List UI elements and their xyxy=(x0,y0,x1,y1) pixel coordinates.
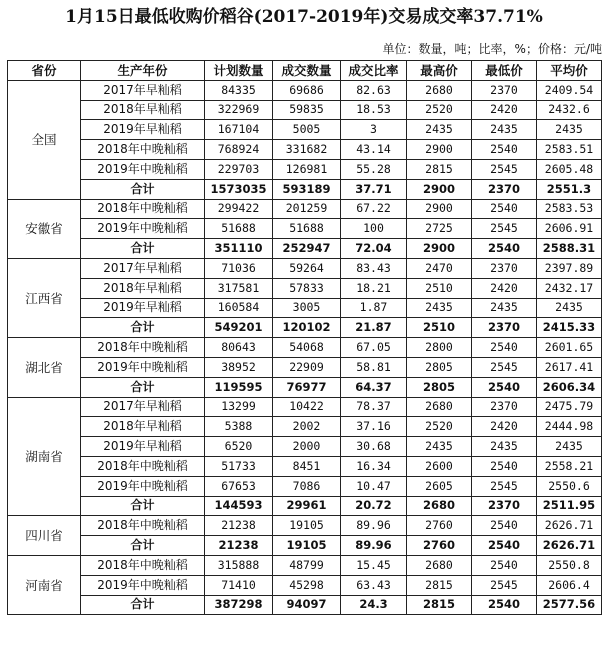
traded-cell: 593189 xyxy=(273,179,341,199)
planned-cell: 51688 xyxy=(205,219,273,239)
traded-cell: 22909 xyxy=(273,357,341,377)
ratio-cell: 72.04 xyxy=(341,239,407,259)
year-cell: 2019年早籼稻 xyxy=(81,298,205,318)
min-price-cell: 2545 xyxy=(472,159,537,179)
total-label: 合计 xyxy=(81,595,205,615)
year-cell: 2018年早籼稻 xyxy=(81,417,205,437)
planned-cell: 5388 xyxy=(205,417,273,437)
avg-price-cell: 2601.65 xyxy=(537,338,602,358)
max-price-cell: 2900 xyxy=(407,239,472,259)
planned-cell: 299422 xyxy=(205,199,273,219)
planned-cell: 38952 xyxy=(205,357,273,377)
ratio-cell: 89.96 xyxy=(341,516,407,536)
planned-cell: 21238 xyxy=(205,536,273,556)
planned-cell: 160584 xyxy=(205,298,273,318)
table-row xyxy=(8,298,602,318)
max-price-cell: 2805 xyxy=(407,377,472,397)
header-ratio: 成交比率 xyxy=(341,61,407,81)
header-max-price: 最高价 xyxy=(407,61,472,81)
planned-cell: 6520 xyxy=(205,437,273,457)
header-min-price: 最低价 xyxy=(472,61,537,81)
max-price-cell: 2805 xyxy=(407,357,472,377)
avg-price-cell: 2435 xyxy=(537,298,602,318)
avg-price-cell: 2605.48 xyxy=(537,159,602,179)
min-price-cell: 2540 xyxy=(472,516,537,536)
total-label: 合计 xyxy=(81,239,205,259)
page-title: 1月15日最低收购价稻谷(2017-2019年)交易成交率37.71% xyxy=(65,7,543,27)
min-price-cell: 2370 xyxy=(472,496,537,516)
header-planned: 计划数量 xyxy=(205,61,273,81)
year-cell: 2018年中晚籼稻 xyxy=(81,140,205,160)
avg-price-cell: 2415.33 xyxy=(537,318,602,338)
traded-cell: 8451 xyxy=(273,456,341,476)
ratio-cell: 55.28 xyxy=(341,159,407,179)
province-cell: 江西省 xyxy=(8,258,81,337)
auction-table xyxy=(7,60,602,615)
max-price-cell: 2470 xyxy=(407,258,472,278)
avg-price-cell: 2475.79 xyxy=(537,397,602,417)
total-label: 合计 xyxy=(81,318,205,338)
table-row xyxy=(8,516,602,536)
year-cell: 2018年中晚籼稻 xyxy=(81,456,205,476)
planned-cell: 119595 xyxy=(205,377,273,397)
ratio-cell: 100 xyxy=(341,219,407,239)
planned-cell: 167104 xyxy=(205,120,273,140)
ratio-cell: 63.43 xyxy=(341,575,407,595)
max-price-cell: 2900 xyxy=(407,140,472,160)
max-price-cell: 2900 xyxy=(407,199,472,219)
ratio-cell: 64.37 xyxy=(341,377,407,397)
planned-cell: 549201 xyxy=(205,318,273,338)
ratio-cell: 82.63 xyxy=(341,80,407,100)
total-row xyxy=(8,496,602,516)
traded-cell: 48799 xyxy=(273,555,341,575)
planned-cell: 229703 xyxy=(205,159,273,179)
ratio-cell: 18.53 xyxy=(341,100,407,120)
avg-price-cell: 2583.53 xyxy=(537,199,602,219)
max-price-cell: 2680 xyxy=(407,496,472,516)
max-price-cell: 2680 xyxy=(407,80,472,100)
province-cell: 河南省 xyxy=(8,555,81,614)
max-price-cell: 2760 xyxy=(407,536,472,556)
year-cell: 2019年早籼稻 xyxy=(81,120,205,140)
table-row xyxy=(8,219,602,239)
table-row xyxy=(8,357,602,377)
avg-price-cell: 2432.6 xyxy=(537,100,602,120)
year-cell: 2018年中晚籼稻 xyxy=(81,555,205,575)
total-label: 合计 xyxy=(81,496,205,516)
traded-cell: 29961 xyxy=(273,496,341,516)
ratio-cell: 83.43 xyxy=(341,258,407,278)
header-traded: 成交数量 xyxy=(273,61,341,81)
min-price-cell: 2540 xyxy=(472,338,537,358)
min-price-cell: 2545 xyxy=(472,219,537,239)
table-row xyxy=(8,199,602,219)
table-row xyxy=(8,278,602,298)
ratio-cell: 10.47 xyxy=(341,476,407,496)
traded-cell: 54068 xyxy=(273,338,341,358)
traded-cell: 331682 xyxy=(273,140,341,160)
total-row xyxy=(8,536,602,556)
traded-cell: 252947 xyxy=(273,239,341,259)
min-price-cell: 2540 xyxy=(472,377,537,397)
max-price-cell: 2435 xyxy=(407,298,472,318)
planned-cell: 21238 xyxy=(205,516,273,536)
traded-cell: 126981 xyxy=(273,159,341,179)
traded-cell: 76977 xyxy=(273,377,341,397)
table-row xyxy=(8,437,602,457)
avg-price-cell: 2511.95 xyxy=(537,496,602,516)
table-row xyxy=(8,338,602,358)
min-price-cell: 2370 xyxy=(472,397,537,417)
year-cell: 2019年中晚籼稻 xyxy=(81,575,205,595)
max-price-cell: 2600 xyxy=(407,456,472,476)
min-price-cell: 2370 xyxy=(472,80,537,100)
table-row xyxy=(8,100,602,120)
min-price-cell: 2540 xyxy=(472,555,537,575)
traded-cell: 7086 xyxy=(273,476,341,496)
min-price-cell: 2545 xyxy=(472,575,537,595)
province-cell: 湖南省 xyxy=(8,397,81,516)
avg-price-cell: 2606.91 xyxy=(537,219,602,239)
avg-price-cell: 2397.89 xyxy=(537,258,602,278)
avg-price-cell: 2626.71 xyxy=(537,536,602,556)
traded-cell: 57833 xyxy=(273,278,341,298)
province-cell: 湖北省 xyxy=(8,338,81,397)
planned-cell: 13299 xyxy=(205,397,273,417)
planned-cell: 80643 xyxy=(205,338,273,358)
max-price-cell: 2680 xyxy=(407,397,472,417)
total-row xyxy=(8,239,602,259)
year-cell: 2018年中晚籼稻 xyxy=(81,516,205,536)
min-price-cell: 2370 xyxy=(472,258,537,278)
avg-price-cell: 2432.17 xyxy=(537,278,602,298)
traded-cell: 120102 xyxy=(273,318,341,338)
min-price-cell: 2420 xyxy=(472,278,537,298)
year-cell: 2017年早籼稻 xyxy=(81,397,205,417)
max-price-cell: 2605 xyxy=(407,476,472,496)
avg-price-cell: 2550.6 xyxy=(537,476,602,496)
min-price-cell: 2420 xyxy=(472,100,537,120)
max-price-cell: 2800 xyxy=(407,338,472,358)
max-price-cell: 2815 xyxy=(407,575,472,595)
avg-price-cell: 2435 xyxy=(537,120,602,140)
traded-cell: 51688 xyxy=(273,219,341,239)
avg-price-cell: 2606.34 xyxy=(537,377,602,397)
ratio-cell: 15.45 xyxy=(341,555,407,575)
max-price-cell: 2520 xyxy=(407,100,472,120)
year-cell: 2017年早籼稻 xyxy=(81,258,205,278)
planned-cell: 71036 xyxy=(205,258,273,278)
traded-cell: 19105 xyxy=(273,536,341,556)
avg-price-cell: 2558.21 xyxy=(537,456,602,476)
planned-cell: 322969 xyxy=(205,100,273,120)
unit-note: 单位：数量，吨；比率，%；价格：元/吨 xyxy=(382,42,602,56)
min-price-cell: 2540 xyxy=(472,536,537,556)
max-price-cell: 2815 xyxy=(407,159,472,179)
min-price-cell: 2435 xyxy=(472,120,537,140)
ratio-cell: 43.14 xyxy=(341,140,407,160)
ratio-cell: 37.71 xyxy=(341,179,407,199)
min-price-cell: 2540 xyxy=(472,140,537,160)
traded-cell: 45298 xyxy=(273,575,341,595)
ratio-cell: 24.3 xyxy=(341,595,407,615)
min-price-cell: 2370 xyxy=(472,318,537,338)
ratio-cell: 58.81 xyxy=(341,357,407,377)
table-row xyxy=(8,575,602,595)
table-row xyxy=(8,417,602,437)
min-price-cell: 2545 xyxy=(472,476,537,496)
table-row xyxy=(8,120,602,140)
avg-price-cell: 2606.4 xyxy=(537,575,602,595)
avg-price-cell: 2444.98 xyxy=(537,417,602,437)
max-price-cell: 2510 xyxy=(407,318,472,338)
max-price-cell: 2435 xyxy=(407,120,472,140)
max-price-cell: 2510 xyxy=(407,278,472,298)
ratio-cell: 30.68 xyxy=(341,437,407,457)
traded-cell: 59835 xyxy=(273,100,341,120)
traded-cell: 59264 xyxy=(273,258,341,278)
ratio-cell: 67.05 xyxy=(341,338,407,358)
max-price-cell: 2760 xyxy=(407,516,472,536)
province-cell: 四川省 xyxy=(8,516,81,556)
traded-cell: 2000 xyxy=(273,437,341,457)
avg-price-cell: 2551.3 xyxy=(537,179,602,199)
avg-price-cell: 2583.51 xyxy=(537,140,602,160)
table-row xyxy=(8,140,602,160)
ratio-cell: 78.37 xyxy=(341,397,407,417)
header-row xyxy=(8,61,602,81)
min-price-cell: 2435 xyxy=(472,437,537,457)
min-price-cell: 2540 xyxy=(472,456,537,476)
max-price-cell: 2900 xyxy=(407,179,472,199)
min-price-cell: 2540 xyxy=(472,199,537,219)
planned-cell: 768924 xyxy=(205,140,273,160)
ratio-cell: 3 xyxy=(341,120,407,140)
avg-price-cell: 2577.56 xyxy=(537,595,602,615)
min-price-cell: 2370 xyxy=(472,179,537,199)
min-price-cell: 2540 xyxy=(472,239,537,259)
total-label: 合计 xyxy=(81,536,205,556)
table-row xyxy=(8,476,602,496)
planned-cell: 71410 xyxy=(205,575,273,595)
min-price-cell: 2420 xyxy=(472,417,537,437)
ratio-cell: 1.87 xyxy=(341,298,407,318)
province-cell: 安徽省 xyxy=(8,199,81,258)
year-cell: 2018年中晚籼稻 xyxy=(81,199,205,219)
planned-cell: 1573035 xyxy=(205,179,273,199)
total-row xyxy=(8,318,602,338)
max-price-cell: 2435 xyxy=(407,437,472,457)
header-avg-price: 平均价 xyxy=(537,61,602,81)
table-row xyxy=(8,159,602,179)
year-cell: 2019年中晚籼稻 xyxy=(81,159,205,179)
header-year: 生产年份 xyxy=(81,61,205,81)
ratio-cell: 16.34 xyxy=(341,456,407,476)
year-cell: 2019年中晚籼稻 xyxy=(81,219,205,239)
traded-cell: 94097 xyxy=(273,595,341,615)
avg-price-cell: 2550.8 xyxy=(537,555,602,575)
traded-cell: 2002 xyxy=(273,417,341,437)
year-cell: 2019年中晚籼稻 xyxy=(81,476,205,496)
traded-cell: 201259 xyxy=(273,199,341,219)
header-province: 省份 xyxy=(8,61,81,81)
total-row xyxy=(8,179,602,199)
planned-cell: 51733 xyxy=(205,456,273,476)
avg-price-cell: 2588.31 xyxy=(537,239,602,259)
planned-cell: 387298 xyxy=(205,595,273,615)
avg-price-cell: 2617.41 xyxy=(537,357,602,377)
max-price-cell: 2520 xyxy=(407,417,472,437)
max-price-cell: 2725 xyxy=(407,219,472,239)
year-cell: 2019年早籼稻 xyxy=(81,437,205,457)
ratio-cell: 67.22 xyxy=(341,199,407,219)
max-price-cell: 2815 xyxy=(407,595,472,615)
table-row xyxy=(8,258,602,278)
traded-cell: 5005 xyxy=(273,120,341,140)
min-price-cell: 2540 xyxy=(472,595,537,615)
traded-cell: 3005 xyxy=(273,298,341,318)
planned-cell: 315888 xyxy=(205,555,273,575)
table-row xyxy=(8,456,602,476)
ratio-cell: 21.87 xyxy=(341,318,407,338)
table-row xyxy=(8,397,602,417)
planned-cell: 67653 xyxy=(205,476,273,496)
traded-cell: 10422 xyxy=(273,397,341,417)
total-label: 合计 xyxy=(81,179,205,199)
planned-cell: 317581 xyxy=(205,278,273,298)
year-cell: 2017年早籼稻 xyxy=(81,80,205,100)
avg-price-cell: 2409.54 xyxy=(537,80,602,100)
min-price-cell: 2545 xyxy=(472,357,537,377)
province-cell: 全国 xyxy=(8,80,81,199)
total-row xyxy=(8,377,602,397)
traded-cell: 19105 xyxy=(273,516,341,536)
traded-cell: 69686 xyxy=(273,80,341,100)
ratio-cell: 20.72 xyxy=(341,496,407,516)
total-label: 合计 xyxy=(81,377,205,397)
planned-cell: 351110 xyxy=(205,239,273,259)
year-cell: 2018年早籼稻 xyxy=(81,100,205,120)
year-cell: 2018年早籼稻 xyxy=(81,278,205,298)
total-row xyxy=(8,595,602,615)
ratio-cell: 37.16 xyxy=(341,417,407,437)
year-cell: 2019年中晚籼稻 xyxy=(81,357,205,377)
avg-price-cell: 2626.71 xyxy=(537,516,602,536)
max-price-cell: 2680 xyxy=(407,555,472,575)
planned-cell: 144593 xyxy=(205,496,273,516)
ratio-cell: 18.21 xyxy=(341,278,407,298)
ratio-cell: 89.96 xyxy=(341,536,407,556)
min-price-cell: 2435 xyxy=(472,298,537,318)
avg-price-cell: 2435 xyxy=(537,437,602,457)
planned-cell: 84335 xyxy=(205,80,273,100)
table-row xyxy=(8,555,602,575)
table-row xyxy=(8,80,602,100)
year-cell: 2018年中晚籼稻 xyxy=(81,338,205,358)
